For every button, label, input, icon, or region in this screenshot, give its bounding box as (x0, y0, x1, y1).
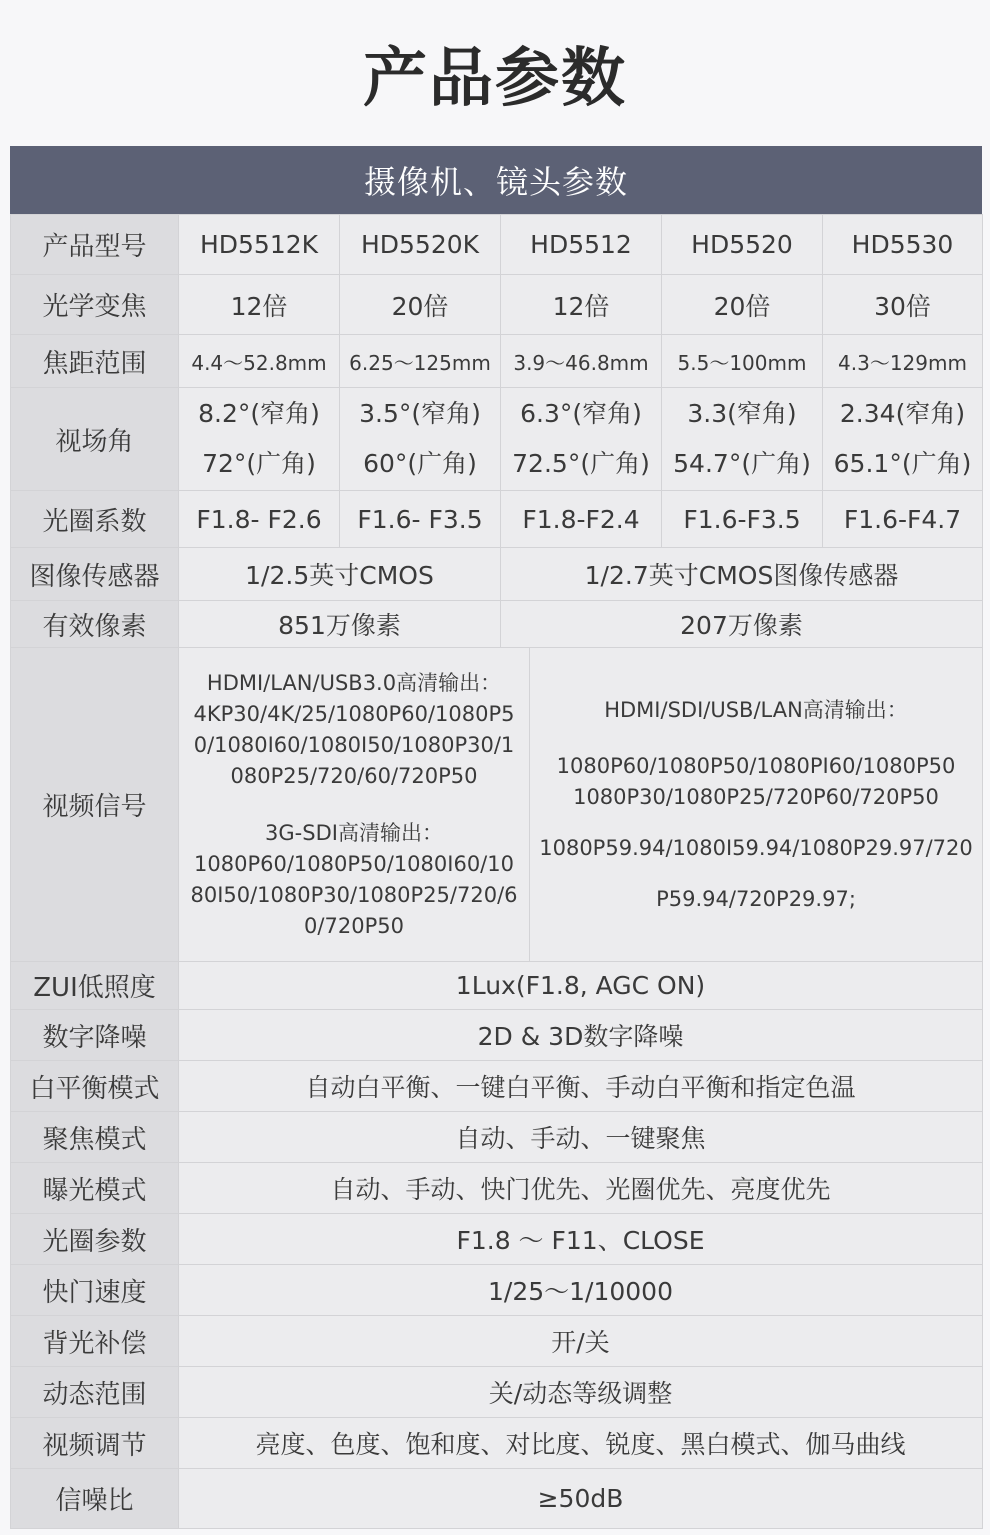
video-line: 1080P59.94/1080I59.94/1080P29.97/720 (539, 835, 973, 860)
aperture-cell: F1.6-F4.7 (823, 491, 983, 548)
row-spec (11, 1112, 983, 1163)
row-spec (11, 1061, 983, 1112)
angle-cell (179, 388, 340, 491)
model-cell: HD5520 (662, 215, 823, 275)
angle-wide: 54.7°(广角) (673, 449, 811, 478)
video-line: HDMI/SDI/USB/LAN高清输出： (604, 697, 908, 722)
row-spec (11, 1367, 983, 1418)
focal-cell: 4.4～52.8mm (179, 335, 340, 388)
spec-value: 关/动态等级调整 (179, 1367, 983, 1418)
row-label: 产品型号 (11, 215, 179, 275)
spec-value: 自动白平衡、一键白平衡、手动白平衡和指定色温 (179, 1061, 983, 1112)
aperture-cell: F1.6- F3.5 (340, 491, 501, 548)
spec-value: 亮度、色度、饱和度、对比度、锐度、黑白模式、伽马曲线 (179, 1418, 983, 1469)
zoom-cell: 30倍 (823, 275, 983, 335)
focal-cell: 5.5～100mm (662, 335, 823, 388)
row-angle (11, 388, 983, 491)
aperture-cell: F1.8-F2.4 (501, 491, 662, 548)
page-title: 产品参数 (363, 42, 627, 116)
row-spec (11, 1469, 983, 1529)
row-aperture (11, 491, 983, 548)
row-spec (11, 1163, 983, 1214)
row-label: 快门速度 (11, 1265, 179, 1316)
model-cell: HD5512K (179, 215, 340, 275)
video-line: 80I50/1080P30/1080P25/720/6 (190, 882, 518, 907)
angle-narrow: 3.3(窄角) (687, 399, 797, 428)
angle-narrow: 8.2°(窄角) (198, 399, 320, 428)
model-cell: HD5520K (340, 215, 501, 275)
spec-value: F1.8 ～ F11、CLOSE (179, 1214, 983, 1265)
video-line: 1080P60/1080P50/1080I60/10 (194, 851, 514, 876)
row-label: 光学变焦 (11, 275, 179, 335)
angle-wide: 72°(广角) (202, 449, 316, 478)
angle-cell (823, 388, 983, 491)
row-label: 光圈参数 (11, 1214, 179, 1265)
video-line: HDMI/LAN/USB3.0高清输出： (206, 670, 502, 695)
zoom-cell: 20倍 (662, 275, 823, 335)
row-label: 视频调节 (11, 1418, 179, 1469)
row-model (11, 215, 983, 275)
row-zoom (11, 275, 983, 335)
angle-cell (340, 388, 501, 491)
spec-value: 1Lux(F1.8, AGC ON) (179, 962, 983, 1010)
aperture-cell: F1.6-F3.5 (662, 491, 823, 548)
focal-cell: 4.3～129mm (823, 335, 983, 388)
angle-wide: 65.1°(广角) (833, 449, 972, 478)
spec-value: 自动、手动、一键聚焦 (179, 1112, 983, 1163)
spec-value: 自动、手动、快门优先、光圈优先、亮度优先 (179, 1163, 983, 1214)
row-label: 动态范围 (11, 1367, 179, 1418)
row-label: 聚焦模式 (11, 1112, 179, 1163)
video-line: P59.94/720P29.97; (656, 886, 856, 911)
angle-narrow: 2.34(窄角) (839, 399, 966, 428)
sensor-cell-left: 1/2.5英寸CMOS (179, 548, 501, 601)
spec-value: 开/关 (179, 1316, 983, 1367)
model-cell: HD5512 (501, 215, 662, 275)
sensor-cell-right: 1/2.7英寸CMOS图像传感器 (501, 548, 983, 601)
angle-wide: 60°(广角) (363, 449, 477, 478)
row-label: 焦距范围 (11, 335, 179, 388)
row-label: 图像传感器 (11, 548, 179, 601)
row-label: 白平衡模式 (11, 1061, 179, 1112)
row-label: 信噪比 (11, 1469, 179, 1529)
spec-value: 2D & 3D数字降噪 (179, 1010, 983, 1061)
angle-cell (501, 388, 662, 491)
aperture-cell: F1.8- F2.6 (179, 491, 340, 548)
angle-cell (662, 388, 823, 491)
row-spec (11, 962, 983, 1010)
focal-cell: 3.9～46.8mm (501, 335, 662, 388)
video-cell-right (530, 648, 983, 962)
video-line: 080P25/720/60/720P50 (230, 763, 478, 788)
zoom-cell: 12倍 (501, 275, 662, 335)
row-label: 背光补偿 (11, 1316, 179, 1367)
pixels-cell-left: 851万像素 (179, 601, 501, 648)
row-pixels (11, 601, 983, 648)
row-spec (11, 1265, 983, 1316)
row-sensor (11, 548, 983, 601)
model-cell: HD5530 (823, 215, 983, 275)
video-line: 0/1080I60/1080I50/1080P30/1 (193, 732, 515, 757)
row-label: 曝光模式 (11, 1163, 179, 1214)
angle-wide: 72.5°(广角) (512, 449, 650, 478)
row-focal (11, 335, 983, 388)
row-spec (11, 1418, 983, 1469)
spec-value: ≥50dB (179, 1469, 983, 1529)
video-line: 1080P30/1080P25/720P60/720P50 (573, 784, 939, 809)
video-cell-left (179, 648, 530, 962)
row-spec (11, 1010, 983, 1061)
video-line: 4KP30/4K/25/1080P60/1080P5 (193, 701, 515, 726)
row-label: 有效像素 (11, 601, 179, 648)
row-spec (11, 1316, 983, 1367)
zoom-cell: 20倍 (340, 275, 501, 335)
row-spec (11, 1214, 983, 1265)
spec-table (10, 214, 983, 1529)
row-label: ZUI低照度 (11, 962, 179, 1010)
row-label: 光圈系数 (11, 491, 179, 548)
video-line: 3G-SDI高清输出： (265, 820, 443, 845)
angle-narrow: 3.5°(窄角) (359, 399, 481, 428)
video-line: 0/720P50 (304, 913, 404, 938)
zoom-cell: 12倍 (179, 275, 340, 335)
row-label: 视频信号 (11, 648, 179, 962)
angle-narrow: 6.3°(窄角) (520, 399, 642, 428)
table-header: 摄像机、镜头参数 (10, 146, 982, 214)
spec-value: 1/25～1/10000 (179, 1265, 983, 1316)
pixels-cell-right: 207万像素 (501, 601, 983, 648)
video-line: 1080P60/1080P50/1080PI60/1080P50 (556, 753, 956, 778)
row-label: 数字降噪 (11, 1010, 179, 1061)
spec-table-container (10, 146, 982, 1528)
row-video (11, 648, 983, 962)
focal-cell: 6.25～125mm (340, 335, 501, 388)
row-label: 视场角 (11, 388, 179, 491)
